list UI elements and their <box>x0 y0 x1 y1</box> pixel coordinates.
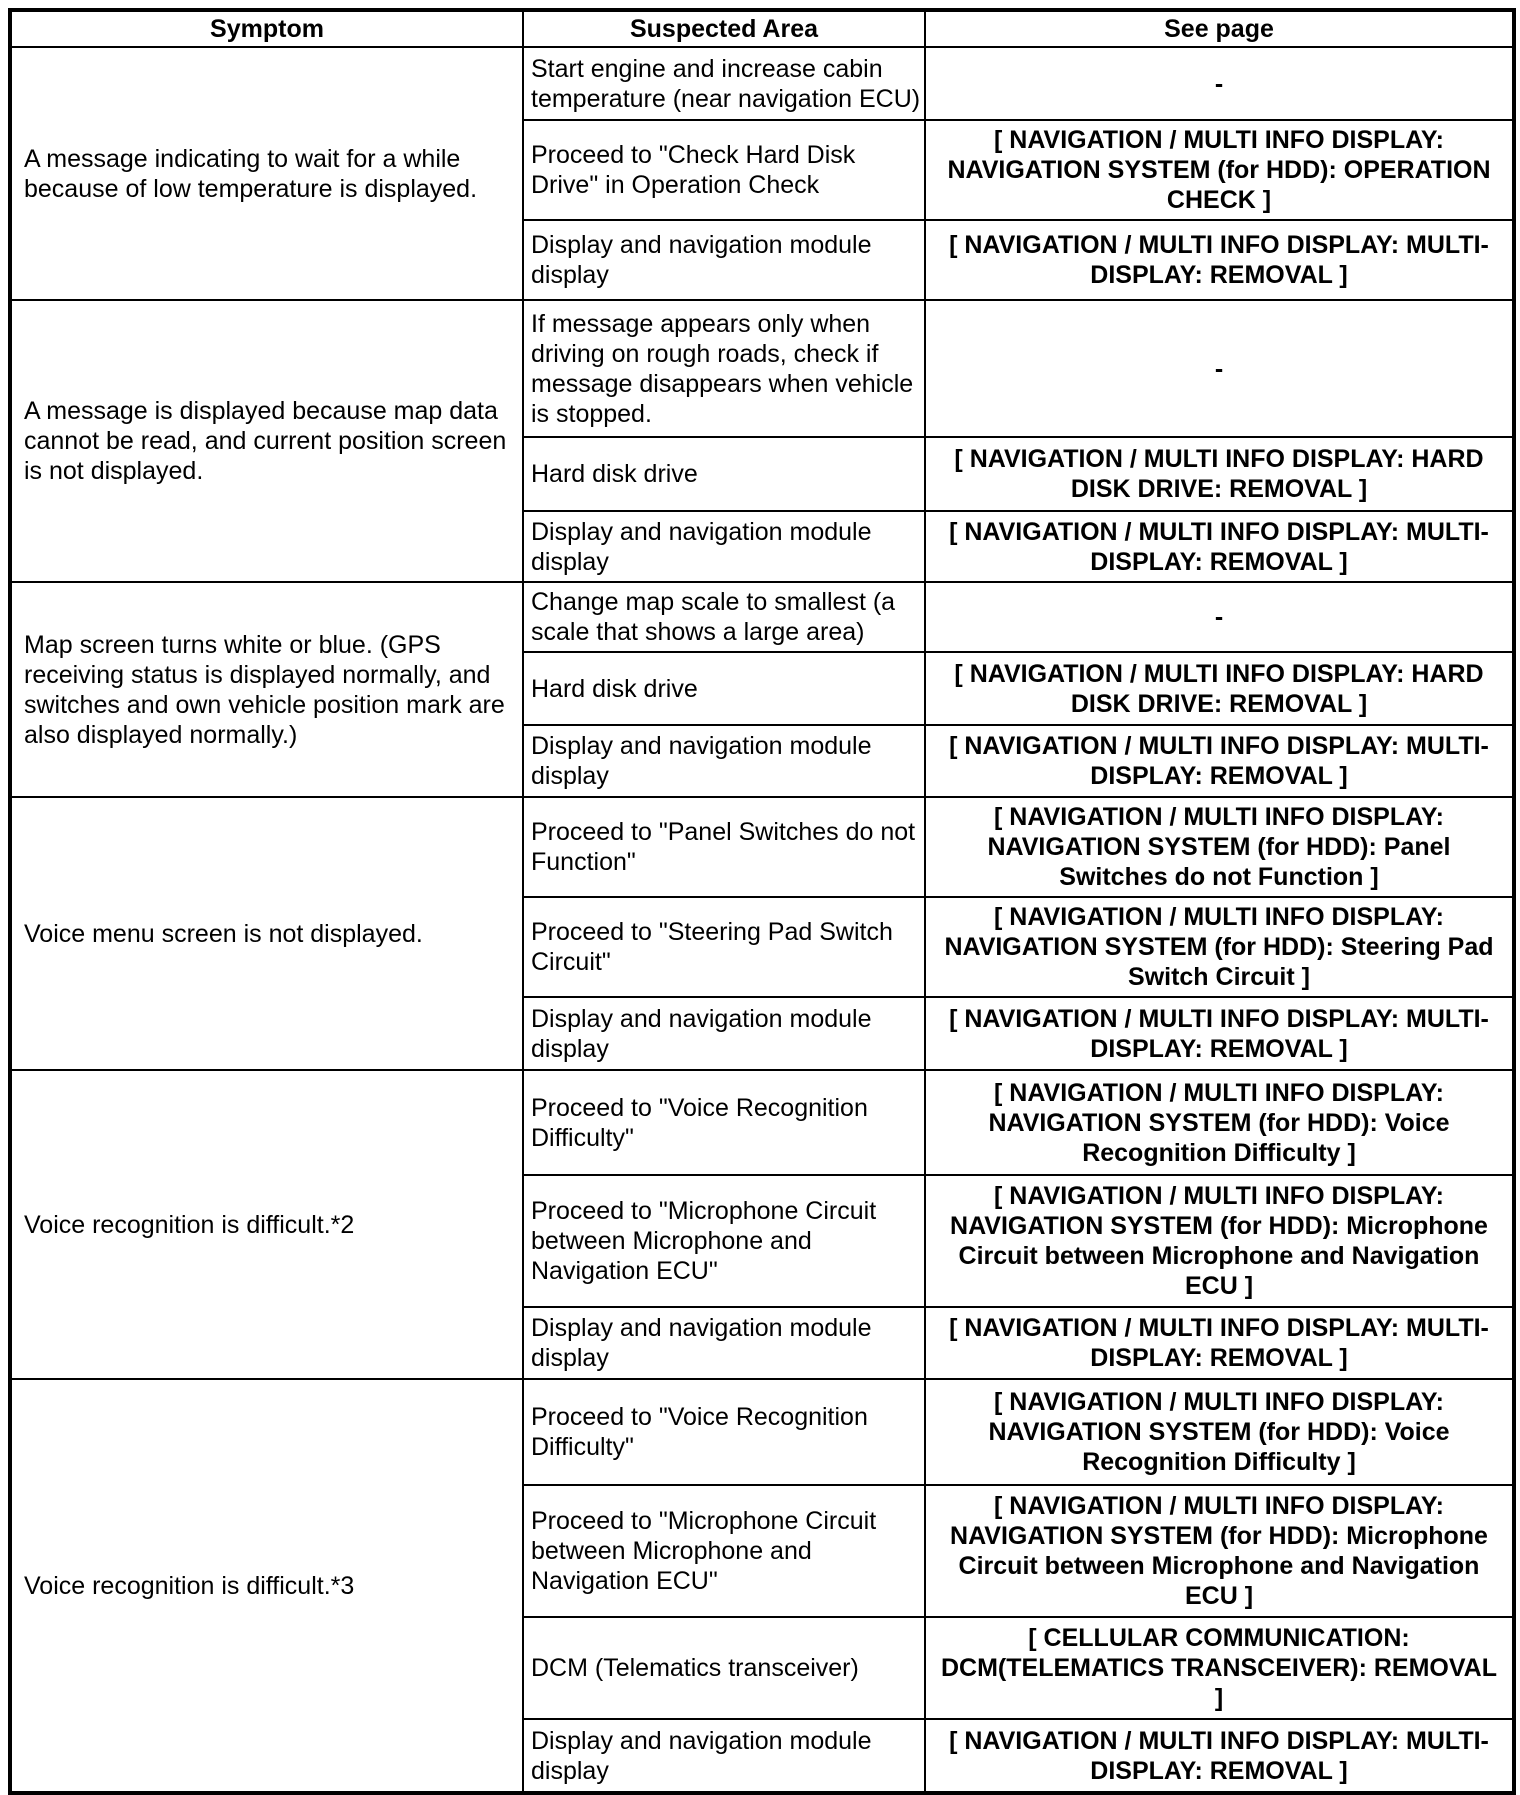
symptom-table <box>8 8 1516 1795</box>
suspected-area-cell: Proceed to "Panel Switches do not Function" <box>523 797 925 897</box>
see-page-cell: - <box>925 300 1514 437</box>
see-page-cell: [ NAVIGATION / MULTI INFO DISPLAY: HARD DISK DRIVE: REMOVAL ] <box>925 652 1514 725</box>
see-page-cell: [ NAVIGATION / MULTI INFO DISPLAY: MULTI-DISPLAY: REMOVAL ] <box>925 1719 1514 1793</box>
see-page-cell: - <box>925 47 1514 120</box>
suspected-area-cell: Proceed to "Check Hard Disk Drive" in Operation Check <box>523 120 925 220</box>
suspected-area-cell: DCM (Telematics transceiver) <box>523 1617 925 1719</box>
symptom-cell: A message indicating to wait for a while because of low temperature is displayed. <box>10 47 523 300</box>
see-page-cell: [ NAVIGATION / MULTI INFO DISPLAY: NAVIGATION SYSTEM (for HDD): Microphone Circuit between Microphone and Navigation ECU ] <box>925 1485 1514 1617</box>
suspected-area-cell: Display and navigation module display <box>523 1719 925 1793</box>
see-page-cell: [ NAVIGATION / MULTI INFO DISPLAY: MULTI-DISPLAY: REMOVAL ] <box>925 725 1514 797</box>
table-row <box>10 797 1514 897</box>
suspected-area-cell: Display and navigation module display <box>523 725 925 797</box>
see-page-cell: [ NAVIGATION / MULTI INFO DISPLAY: NAVIGATION SYSTEM (for HDD): Microphone Circuit between Microphone and Navigation ECU ] <box>925 1175 1514 1307</box>
see-page-cell: [ NAVIGATION / MULTI INFO DISPLAY: HARD DISK DRIVE: REMOVAL ] <box>925 437 1514 511</box>
see-page-cell: [ NAVIGATION / MULTI INFO DISPLAY: MULTI-DISPLAY: REMOVAL ] <box>925 997 1514 1070</box>
see-page-cell: - <box>925 582 1514 652</box>
suspected-area-cell: Proceed to "Voice Recognition Difficulty" <box>523 1070 925 1175</box>
see-page-cell: [ NAVIGATION / MULTI INFO DISPLAY: MULTI-DISPLAY: REMOVAL ] <box>925 220 1514 300</box>
suspected-area-cell: Proceed to "Microphone Circuit between Microphone and Navigation ECU" <box>523 1485 925 1617</box>
symptom-cell: A message is displayed because map data cannot be read, and current position screen is not displayed. <box>10 300 523 582</box>
see-page-cell: [ NAVIGATION / MULTI INFO DISPLAY: NAVIGATION SYSTEM (for HDD): OPERATION CHECK ] <box>925 120 1514 220</box>
table-row <box>10 1379 1514 1485</box>
suspected-area-cell: Proceed to "Steering Pad Switch Circuit" <box>523 897 925 997</box>
column-header-see-page: See page <box>925 10 1514 47</box>
see-page-cell: [ NAVIGATION / MULTI INFO DISPLAY: NAVIGATION SYSTEM (for HDD): Steering Pad Switch Circuit ] <box>925 897 1514 997</box>
symptom-cell: Voice recognition is difficult.*2 <box>10 1070 523 1379</box>
table-row <box>10 300 1514 437</box>
suspected-area-cell: Start engine and increase cabin temperature (near navigation ECU) <box>523 47 925 120</box>
table-row <box>10 582 1514 652</box>
table-header-row <box>10 10 1514 47</box>
table-row <box>10 47 1514 120</box>
suspected-area-cell: Hard disk drive <box>523 437 925 511</box>
column-header-symptom: Symptom <box>10 10 523 47</box>
symptom-cell: Map screen turns white or blue. (GPS receiving status is displayed normally, and switches and own vehicle position mark are also displayed normally.) <box>10 582 523 797</box>
suspected-area-cell: Display and navigation module display <box>523 1307 925 1379</box>
column-header-suspected-area: Suspected Area <box>523 10 925 47</box>
see-page-cell: [ NAVIGATION / MULTI INFO DISPLAY: NAVIGATION SYSTEM (for HDD): Voice Recognition Difficulty ] <box>925 1379 1514 1485</box>
symptom-cell: Voice recognition is difficult.*3 <box>10 1379 523 1793</box>
suspected-area-cell: Change map scale to smallest (a scale that shows a large area) <box>523 582 925 652</box>
see-page-cell: [ NAVIGATION / MULTI INFO DISPLAY: NAVIGATION SYSTEM (for HDD): Panel Switches do not Function ] <box>925 797 1514 897</box>
table-row <box>10 1070 1514 1175</box>
see-page-cell: [ CELLULAR COMMUNICATION: DCM(TELEMATICS TRANSCEIVER): REMOVAL ] <box>925 1617 1514 1719</box>
suspected-area-cell: Display and navigation module display <box>523 220 925 300</box>
symptom-cell: Voice menu screen is not displayed. <box>10 797 523 1070</box>
see-page-cell: [ NAVIGATION / MULTI INFO DISPLAY: MULTI-DISPLAY: REMOVAL ] <box>925 1307 1514 1379</box>
suspected-area-cell: Hard disk drive <box>523 652 925 725</box>
see-page-cell: [ NAVIGATION / MULTI INFO DISPLAY: NAVIGATION SYSTEM (for HDD): Voice Recognition Difficulty ] <box>925 1070 1514 1175</box>
suspected-area-cell: Display and navigation module display <box>523 511 925 582</box>
suspected-area-cell: If message appears only when driving on rough roads, check if message disappears when vehicle is stopped. <box>523 300 925 437</box>
see-page-cell: [ NAVIGATION / MULTI INFO DISPLAY: MULTI-DISPLAY: REMOVAL ] <box>925 511 1514 582</box>
suspected-area-cell: Proceed to "Voice Recognition Difficulty" <box>523 1379 925 1485</box>
suspected-area-cell: Proceed to "Microphone Circuit between Microphone and Navigation ECU" <box>523 1175 925 1307</box>
suspected-area-cell: Display and navigation module display <box>523 997 925 1070</box>
